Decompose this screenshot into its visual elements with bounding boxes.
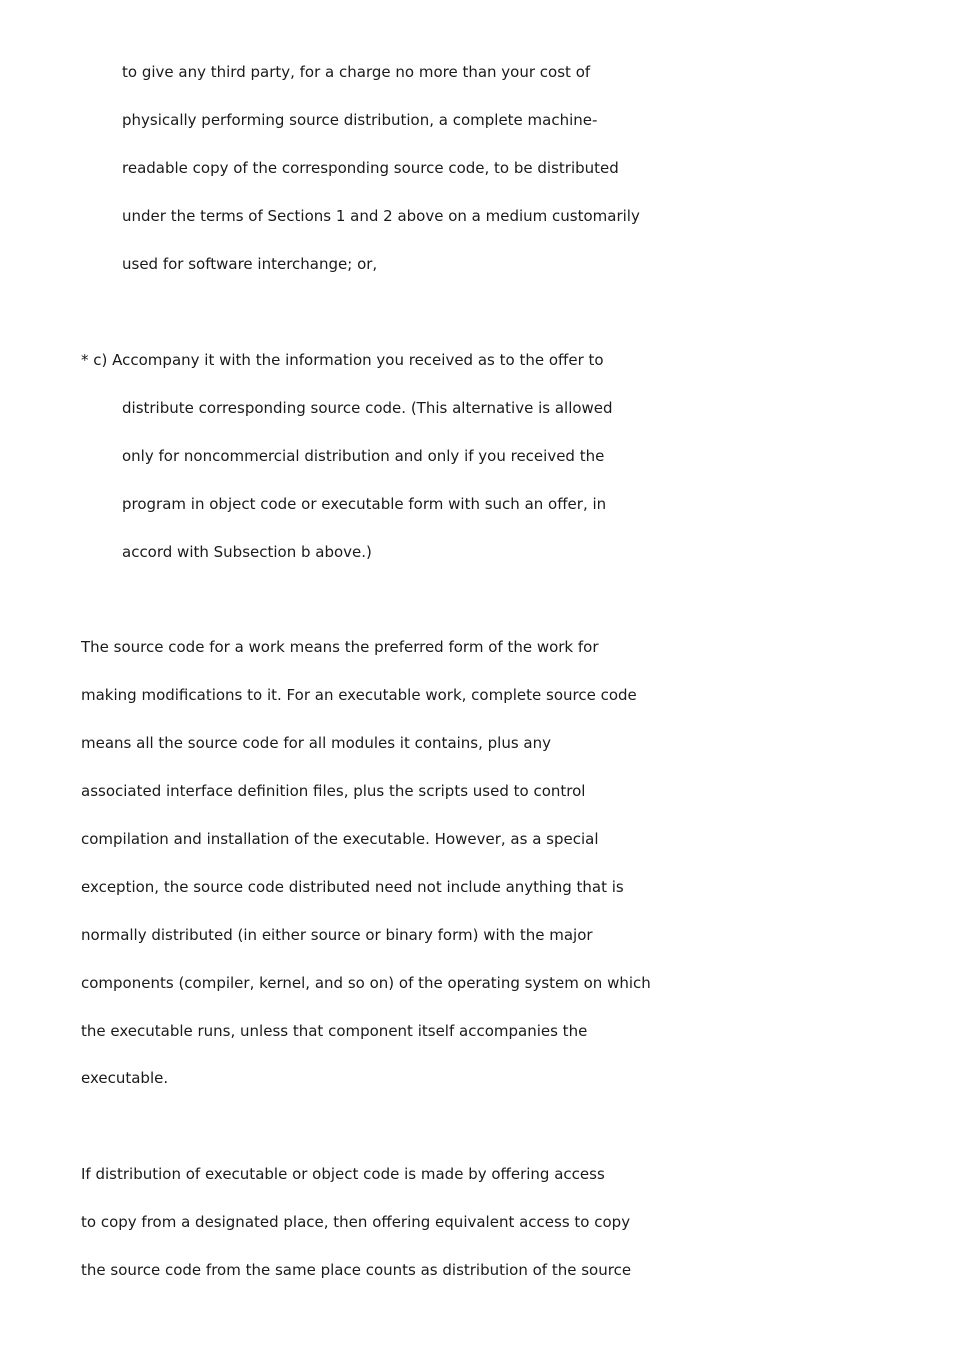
text-line: If distribution of executable or object code is made by offering access bbox=[81, 1165, 605, 1183]
text-line: the executable runs, unless that component itself accompanies the bbox=[81, 1022, 588, 1040]
text-line: components (compiler, kernel, and so on) of the operating system on which bbox=[81, 974, 651, 992]
text-line: associated interface definition files, plus the scripts used to control bbox=[81, 782, 586, 800]
text-line: physically performing source distribution, a complete machine- bbox=[122, 111, 598, 129]
text-line: making modifications to it. For an executable work, complete source code bbox=[81, 686, 637, 704]
text-line: means all the source code for all modules it contains, plus any bbox=[81, 734, 552, 752]
text-line: exception, the source code distributed need not include anything that is bbox=[81, 878, 624, 896]
text-line: accord with Subsection b above.) bbox=[122, 543, 372, 561]
text-line: only for noncommercial distribution and only if you received the bbox=[122, 447, 605, 465]
text-line: normally distributed (in either source or binary form) with the major bbox=[81, 926, 593, 944]
text-line: The source code for a work means the preferred form of the work for bbox=[81, 638, 599, 656]
text-line: executable. bbox=[81, 1069, 169, 1087]
text-line: compilation and installation of the executable. However, as a special bbox=[81, 830, 599, 848]
list-item-c-first-line: * c) Accompany it with the information you received as to the offer to bbox=[81, 351, 604, 369]
text-line: program in object code or executable form with such an offer, in bbox=[122, 495, 607, 513]
text-line: under the terms of Sections 1 and 2 above on a medium customarily bbox=[122, 207, 640, 225]
text-line: distribute corresponding source code. (This alternative is allowed bbox=[122, 399, 613, 417]
text-line: to give any third party, for a charge no more than your cost of bbox=[122, 63, 591, 81]
text-line: readable copy of the corresponding source code, to be distributed bbox=[122, 159, 619, 177]
text-line: to copy from a designated place, then offering equivalent access to copy bbox=[81, 1213, 631, 1231]
text-line: used for software interchange; or, bbox=[122, 255, 378, 273]
text-line: the source code from the same place counts as distribution of the source bbox=[81, 1261, 632, 1279]
